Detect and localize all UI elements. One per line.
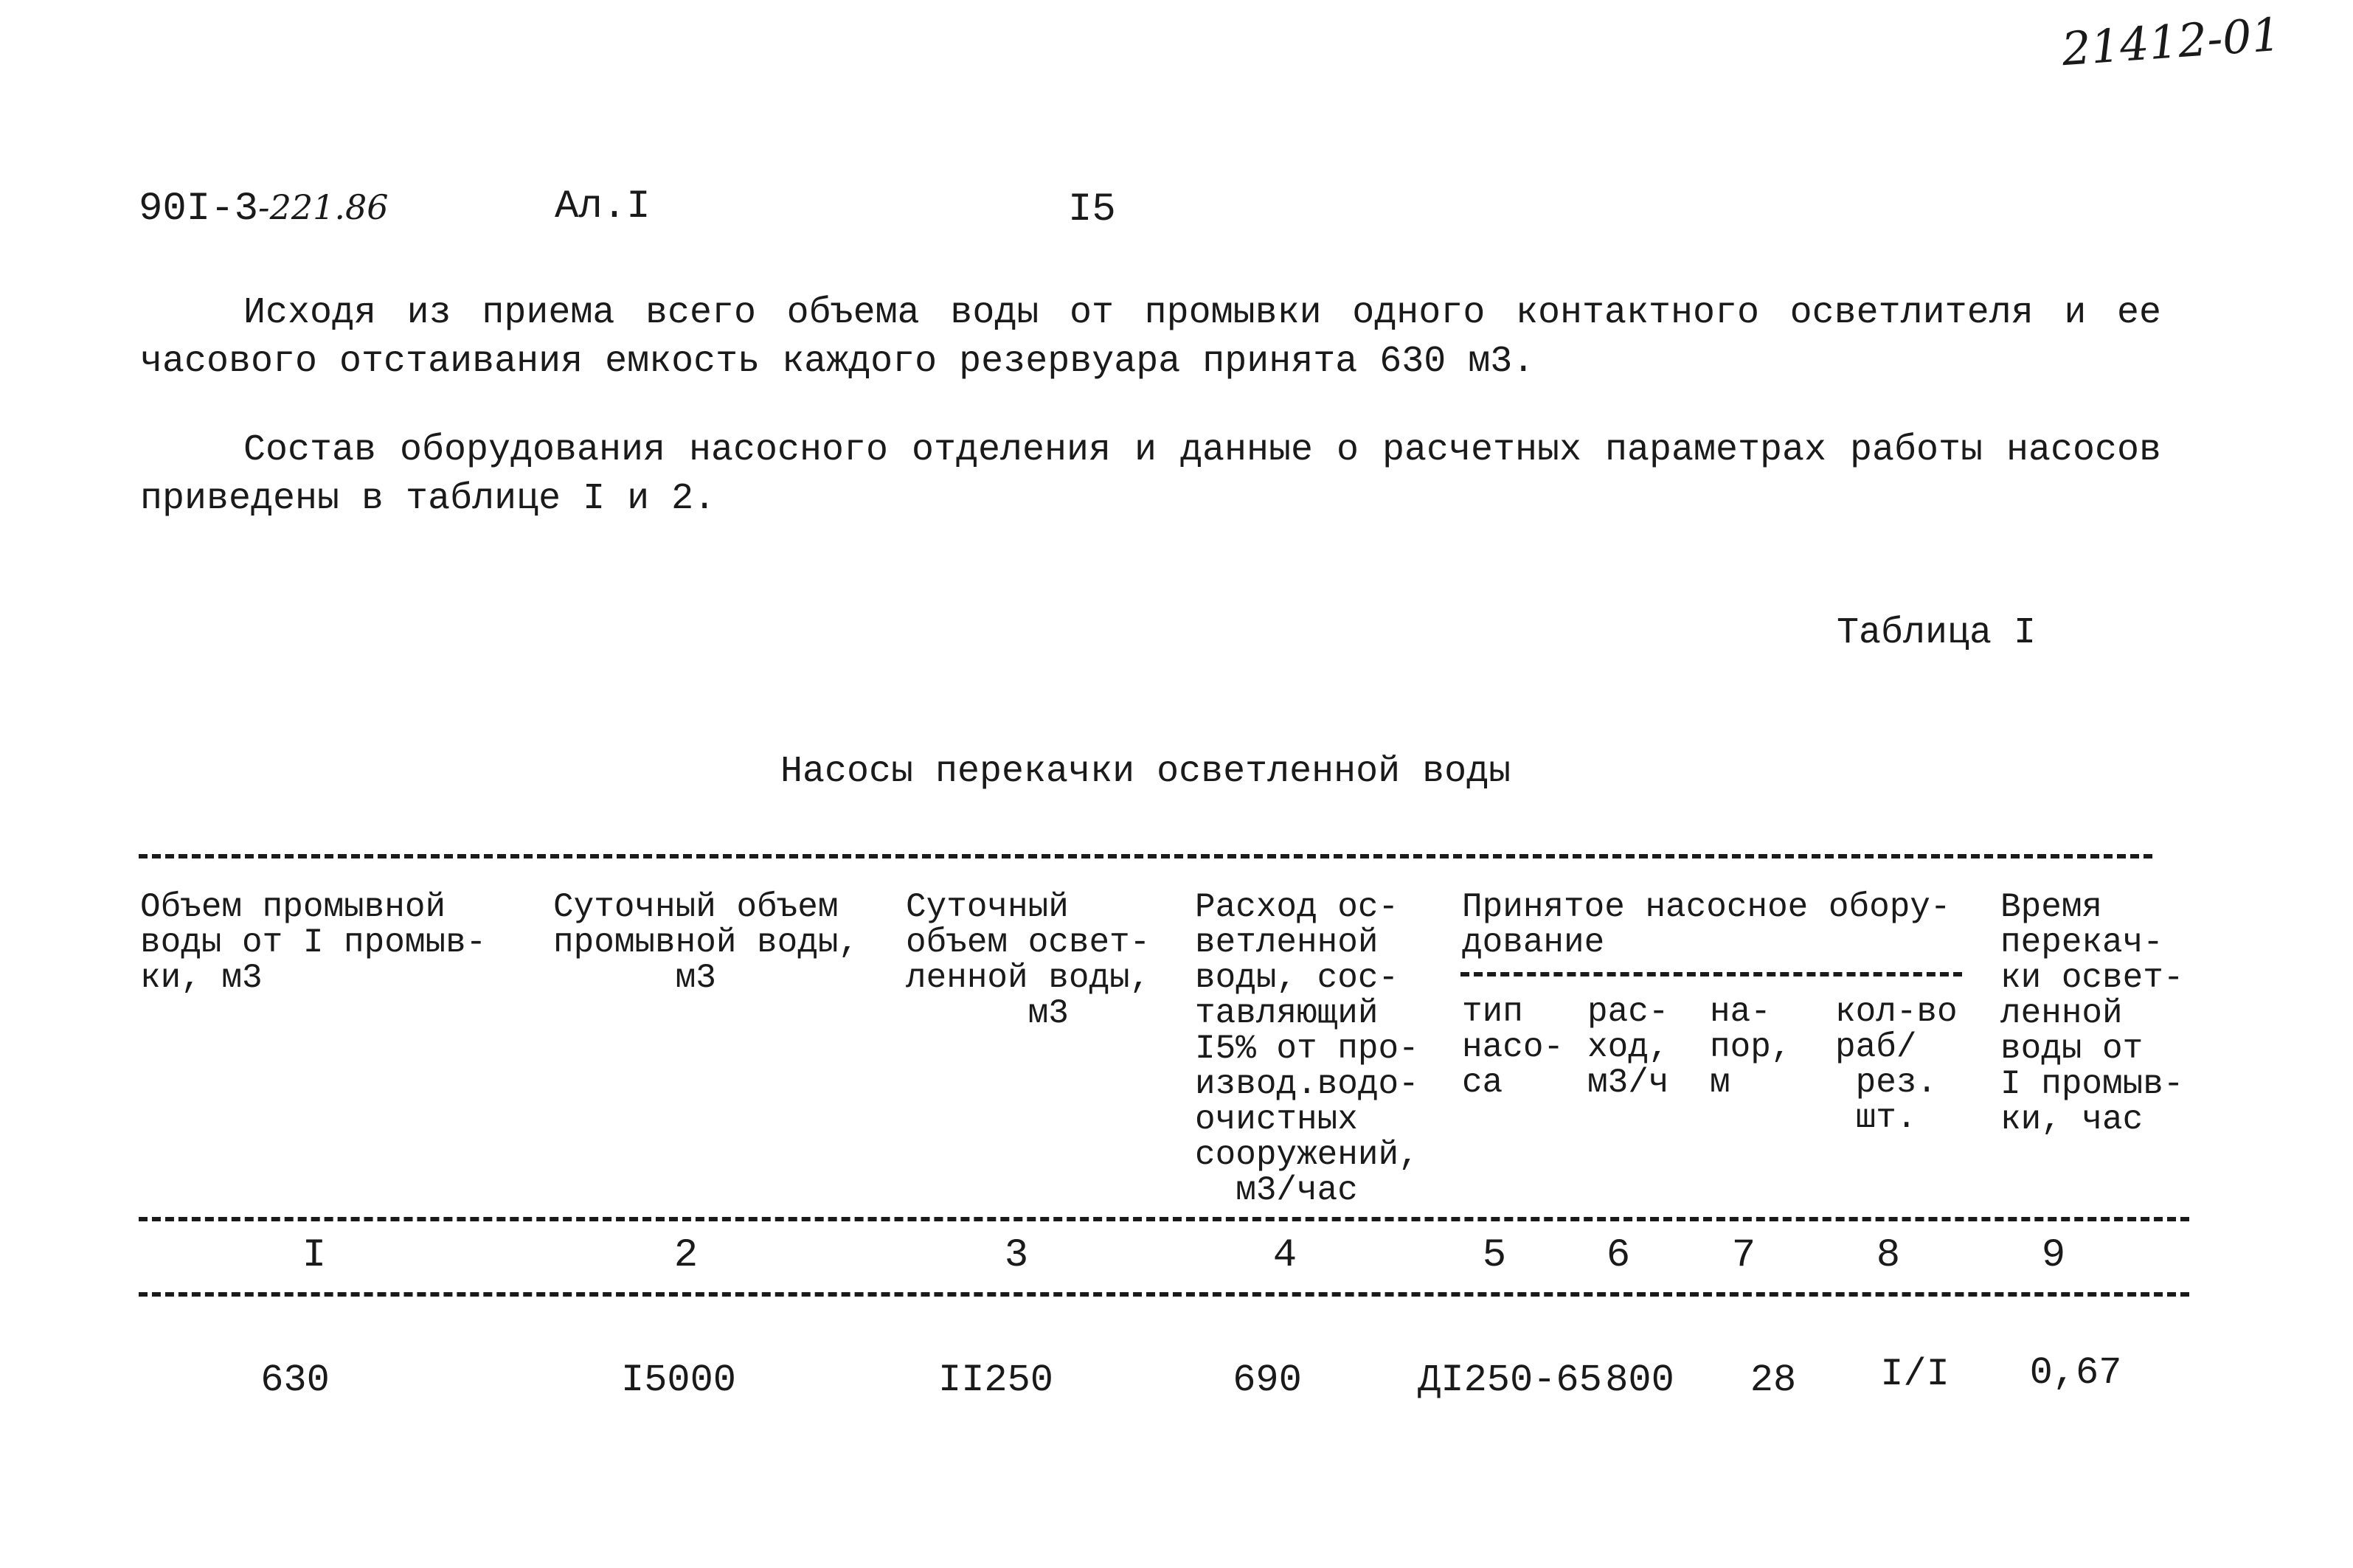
col7-header: на- пор, м	[1710, 993, 1792, 1102]
numbers-bottom-rule	[139, 1292, 2189, 1297]
paragraph-2: Состав оборудования насосного отделения и данные о расчетных параметрах работы насосов приведены в таблице I и 2.	[140, 429, 2161, 520]
table-cell: ДI250-65	[1418, 1359, 1602, 1402]
col5-header: тип насо- са	[1462, 993, 1564, 1102]
table-label: Таблица I	[1837, 612, 2037, 654]
archive-number: 21412-01	[2059, 7, 2283, 77]
col-number: 4	[1272, 1233, 1297, 1278]
col-number: 5	[1482, 1233, 1507, 1278]
table-cell: 690	[1233, 1359, 1302, 1402]
col-number: 7	[1731, 1233, 1756, 1278]
col-number: 8	[1876, 1233, 1901, 1278]
col-number: 9	[2041, 1233, 2066, 1278]
document-code-print: 90I-3	[139, 187, 259, 232]
group-under-rule	[1460, 972, 1962, 976]
document-code	[139, 183, 389, 234]
col-number: 6	[1606, 1233, 1631, 1278]
col1-header: Объем промывной воды от I промыв- ки, м3	[140, 888, 487, 997]
col6-header: рас- ход, м3/ч	[1587, 993, 1669, 1102]
col-number: 3	[1004, 1233, 1029, 1278]
col2-header: Суточный объем промывной воды, м3	[553, 888, 859, 997]
col-number: I	[302, 1233, 327, 1278]
table-top-rule	[139, 854, 2152, 858]
col8-header: кол-во раб/ рез. шт.	[1835, 993, 1958, 1137]
col3-header: Суточный объем освет- ленной воды, м3	[906, 888, 1151, 1033]
sheet-label: Ал.I	[555, 184, 651, 229]
page-number: I5	[1068, 187, 1116, 232]
table-title: Насосы перекачки осветленной воды	[780, 751, 1511, 793]
col-number: 2	[673, 1233, 699, 1278]
table-cell: 630	[260, 1359, 330, 1402]
table-cell: I5000	[620, 1359, 737, 1402]
equipment-group-header: Принятое насосное обору- дование	[1462, 888, 1951, 962]
table-cell: I/I	[1880, 1353, 1950, 1396]
table-cell: 0,67	[2029, 1351, 2122, 1395]
table-cell: 28	[1750, 1359, 1797, 1402]
header-bottom-rule	[139, 1217, 2189, 1221]
col9-header: Время перекач- ки освет- ленной воды от I промыв- ки, час	[2000, 888, 2184, 1139]
document-code-handwritten: -221.86	[258, 187, 389, 227]
paragraph-1: Исходя из приема всего объема воды от промывки одного контактного осветлителя и ее часового отстаивания емкость каждого резервуара принята 630 м3.	[140, 292, 2161, 383]
table-cell: 800	[1605, 1359, 1674, 1402]
col4-header: Расход ос- ветленной воды, сос- тавляющий I5% от про- извод.водо- очистных сооружений, м3/час	[1195, 888, 1419, 1210]
table-cell: II250	[938, 1359, 1054, 1402]
